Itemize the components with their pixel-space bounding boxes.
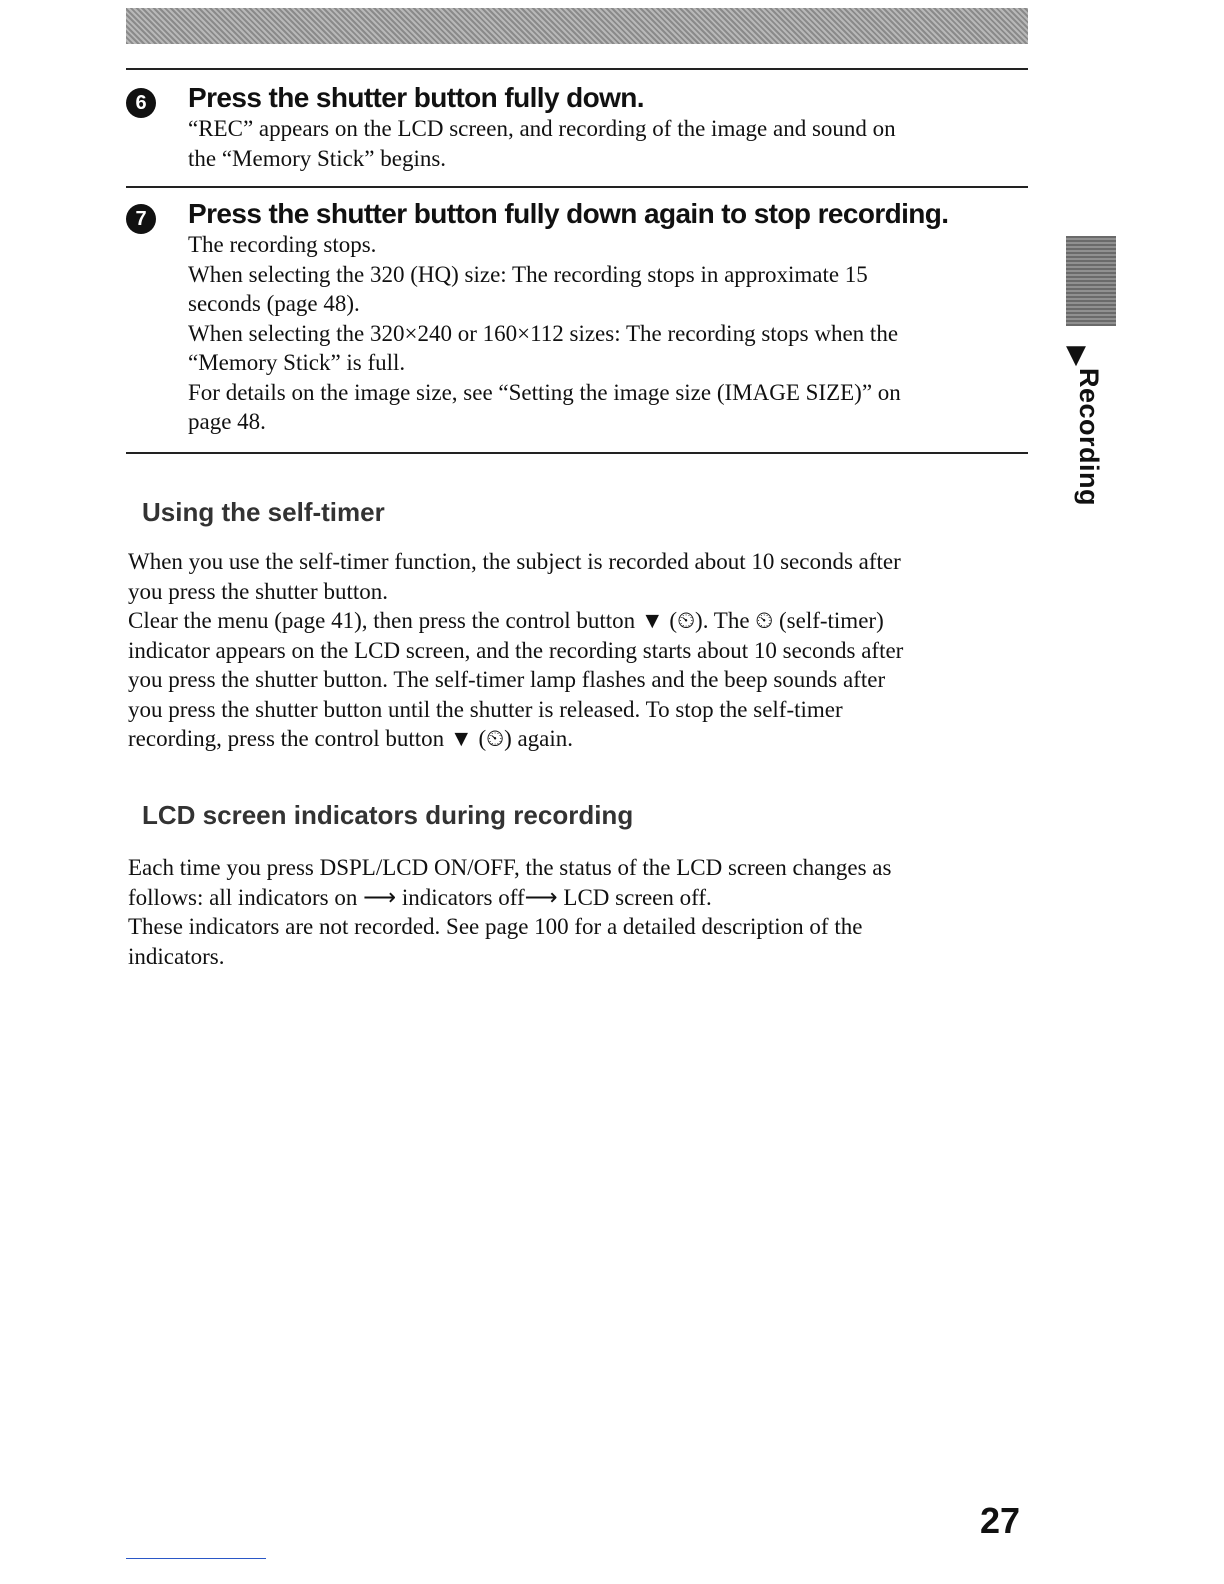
body-line: Each time you press DSPL/LCD ON/OFF, the status of the LCD screen changes as (128, 855, 892, 880)
body-line (128, 606, 1028, 636)
body-line: you press the shutter button until the shutter is released. To stop the self-timer (128, 696, 843, 722)
body-line (128, 883, 1028, 913)
body-line: you press the shutter button. The self-timer lamp flashes and the beep sounds after (128, 667, 886, 692)
body-line: When you use the self-timer function, the subject is recorded about 10 seconds after (128, 549, 901, 574)
text-run: Clear the menu (page 41), then press the control button (128, 608, 641, 633)
rule-top (126, 68, 1028, 70)
body-line: The recording stops. (188, 232, 377, 257)
text-run: ( (663, 608, 678, 633)
self-timer-icon: ⏲ (755, 608, 774, 633)
body-line: When selecting the 320×240 or 160×112 sizes: The recording stops when the (188, 320, 899, 346)
text-run: LCD screen off. (557, 884, 712, 910)
down-triangle-icon: ▼ (449, 726, 473, 751)
body-line: page 48. (188, 409, 266, 434)
footer-rule (126, 1558, 266, 1559)
down-triangle-icon: ▼ (640, 608, 664, 633)
page-number: 27 (980, 1500, 1021, 1541)
section-heading-self-timer: Using the self-timer (142, 497, 385, 527)
chapter-tab-block (1066, 236, 1116, 326)
body-line: When selecting the 320 (HQ) size: The recording stops in approximate 15 (188, 261, 868, 287)
rule-steps-end (126, 452, 1028, 454)
step-number-badge: 6 (126, 88, 156, 118)
body-line: “REC” appears on the LCD screen, and recording of the image and sound on (188, 116, 896, 141)
rule-step-divider (126, 186, 1028, 188)
text-run: ( (472, 726, 487, 751)
chapter-tab-label: Recording (1074, 368, 1104, 507)
text-run: indicators off (396, 884, 525, 910)
section-heading-lcd-indicators: LCD screen indicators during recording (142, 800, 634, 830)
text-run: ). The (695, 608, 756, 633)
step-body (188, 114, 1023, 173)
text-run: recording, press the control button (128, 726, 450, 751)
right-arrow-icon: ⟶ (524, 884, 558, 910)
step-number-badge: 7 (126, 204, 156, 234)
lcd-paragraph (128, 853, 1028, 971)
step-6 (126, 82, 1028, 182)
self-timer-icon: ⏲ (677, 608, 696, 633)
right-arrow-icon: ⟶ (363, 884, 397, 910)
body-line: For details on the image size, see “Setting the image size (IMAGE SIZE)” on (188, 379, 901, 405)
text-run: ) again. (504, 726, 574, 751)
body-line: indicators. (128, 943, 225, 969)
self-timer-paragraph (128, 547, 1028, 754)
body-line: indicator appears on the LCD screen, and the recording starts about 10 seconds after (128, 637, 904, 663)
step-title: Press the shutter button fully down again to stop recording. (188, 198, 949, 229)
body-line: These indicators are not recorded. See page 100 for a detailed description of the (128, 914, 863, 939)
down-triangle-icon: ▼ (1066, 340, 1086, 370)
step-body (188, 230, 1023, 437)
self-timer-icon: ⏲ (486, 726, 505, 751)
body-line (128, 724, 1028, 754)
body-line: seconds (page 48). (188, 291, 360, 316)
text-run: follows: all indicators on (128, 884, 364, 910)
body-line: “Memory Stick” is full. (188, 350, 406, 375)
body-line: you press the shutter button. (128, 578, 388, 604)
text-run: (self-timer) (773, 608, 884, 633)
body-line: the “Memory Stick” begins. (188, 145, 447, 171)
step-title: Press the shutter button fully down. (188, 82, 644, 113)
step-7 (126, 198, 1028, 448)
header-band (126, 8, 1028, 44)
